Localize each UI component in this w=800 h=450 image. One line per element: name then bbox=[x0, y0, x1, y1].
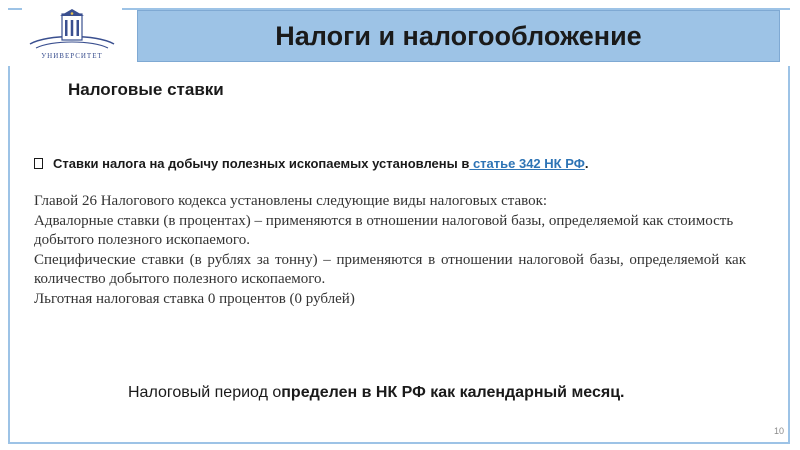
article-342-link[interactable]: статье 342 НК РФ bbox=[469, 156, 585, 171]
logo-emblem-icon bbox=[22, 8, 122, 52]
paragraph-ad-valorem: Адвалорные ставки (в процентах) – применяются в отношении налоговой базы, определяемой как стоимость добытого полезного ископаемого. bbox=[34, 212, 734, 248]
logo-text: УНИВЕРСИТЕТ bbox=[41, 52, 103, 60]
bullet-text: Ставки налога на добычу полезных ископаемых установлены в bbox=[53, 156, 470, 171]
bullet-box-icon bbox=[34, 158, 43, 169]
page-number: 10 bbox=[773, 426, 784, 436]
tax-period-note-bold: пределен в НК РФ как календарный месяц. bbox=[281, 384, 625, 401]
bullet-text-end: . bbox=[584, 156, 589, 171]
university-logo bbox=[22, 8, 122, 64]
page-title: Налоги и налогообложение bbox=[275, 20, 642, 51]
bullet-item bbox=[34, 156, 588, 171]
paragraph-intro: Главой 26 Налогового кодекса установлены следующие виды налоговых ставок: bbox=[34, 193, 548, 209]
tax-period-note bbox=[128, 384, 624, 402]
tax-period-note-normal: Налоговый период о bbox=[128, 384, 282, 401]
body-text bbox=[34, 192, 746, 309]
paragraph-zero-rate: Льготная налоговая ставка 0 процентов (0 рублей) bbox=[34, 290, 355, 307]
section-subtitle: Налоговые ставки bbox=[68, 80, 224, 99]
title-bar bbox=[137, 10, 780, 62]
paragraph-specific: Специфические ставки (в рублях за тонну) – применяются в отношении налоговой базы, определяемой как количество добытого полезного ископаемого. bbox=[34, 251, 746, 287]
